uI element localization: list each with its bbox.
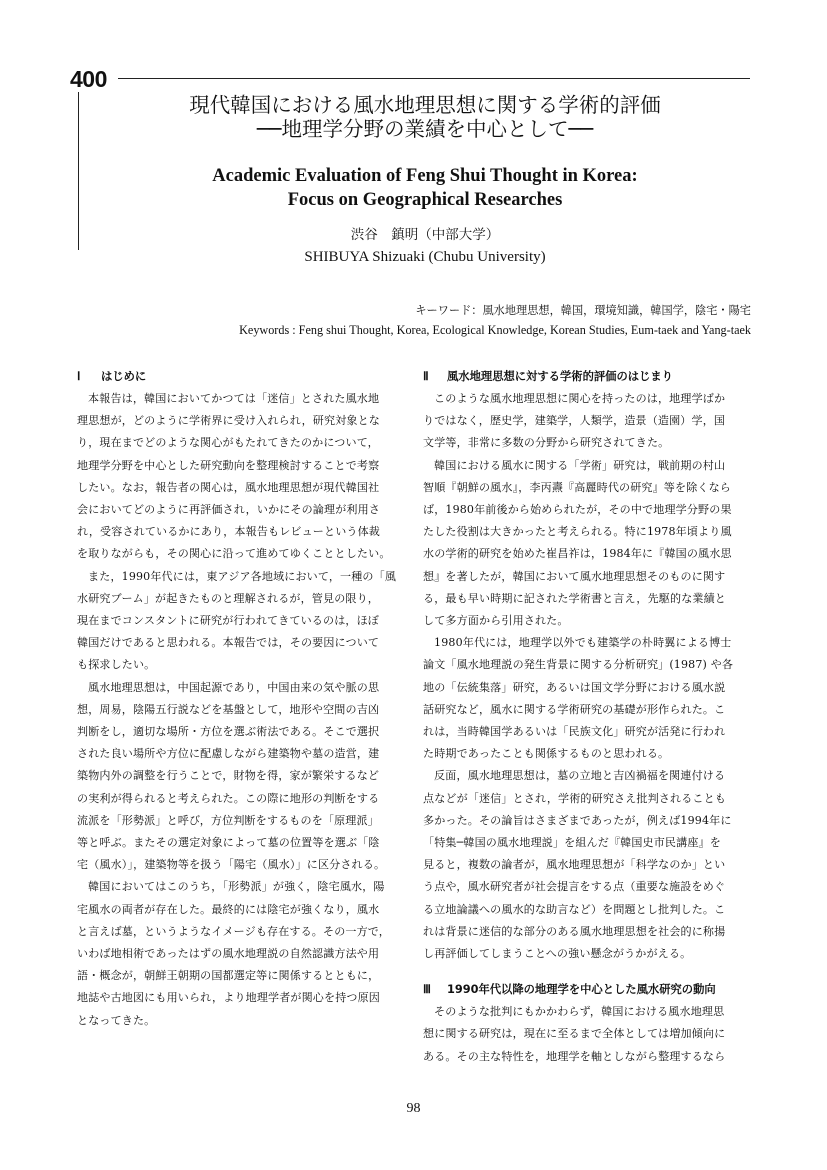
right-column: [423, 366, 759, 1068]
section-body: [423, 1001, 759, 1068]
text-line: となってきた。: [77, 1013, 156, 1027]
japanese-subtitle: ──地理学分野の業績を中心として──: [256, 117, 594, 141]
section-body: [423, 388, 759, 965]
section-heading: [77, 366, 413, 388]
text-line: た時期であったことも関係するものと思われる。: [423, 747, 670, 761]
text-line: 本報告は，韓国においてかつては「迷信」とされた風水地: [88, 392, 380, 405]
text-line: したい。なお，報告者の関心は，風水地理思想が現代韓国社: [77, 480, 380, 494]
issue-number: 400: [70, 66, 107, 92]
section-number: Ⅰ: [77, 371, 81, 383]
section-title: 1990年代以降の地理学を中心とした風水研究の動向: [447, 983, 716, 997]
text-line: 韓国における風水に関する「学術」研究は，戦前期の村山: [434, 458, 726, 472]
text-line: 点などが「迷信」とされ，学術的研究さえ批判されることも: [423, 791, 726, 805]
text-line: された良い場所や方位に配慮しながら建築物や墓の造営，建: [77, 747, 380, 761]
page-number: 98: [406, 1101, 421, 1116]
text-line: 論文「風水地理説の発生背景に関する分析研究」(1987) や各: [423, 658, 734, 672]
section-body: [77, 388, 413, 1032]
header-rule: [118, 78, 750, 79]
keywords-english: Keywords : Feng shui Thought, Korea, Ecological Knowledge, Korean Studies, Eum-taek and Yang-taek: [239, 323, 751, 337]
text-line: ば，1980年前後から始められたが，その中で地理学分野の果: [423, 503, 732, 517]
paragraph: [77, 566, 413, 677]
text-line: と言えば墓，というようなイメージも存在する。その一方で，: [77, 924, 390, 938]
section-heading: [423, 979, 759, 1001]
text-line: 築物内外の調整を行うことで，財物を得，家が繁栄するなど: [77, 769, 380, 783]
text-line: 水研究ブーム」が起きたものと理解されるが，管見の限り，: [77, 591, 379, 605]
text-line: 地の「伝統集落」研究，あるいは国文学分野における風水説: [423, 680, 726, 694]
paragraph: [423, 765, 759, 965]
text-line: 地理学分野を中心とした研究動向を整理検討することで考察: [77, 458, 380, 472]
paragraph: [423, 1001, 759, 1068]
text-line: 宅風水の両者が存在した。最終的には陰宅が強くなり，風水: [77, 902, 380, 916]
text-line: 流派を「形勢派」と呼び，方位判断をするものを「原理派」: [77, 813, 379, 827]
text-line: して多方面から引用された。: [423, 614, 569, 628]
text-line: 水の学術的研究を始めた崔昌祚は，1984年に『韓国の風水思: [423, 547, 732, 561]
text-line: 反面，風水地理思想は，墓の立地と吉凶禍福を関連付ける: [434, 769, 726, 783]
text-line: いわば地相術であったはずの風水地理説の自然認識方法や用: [77, 947, 380, 961]
section-number: Ⅲ: [423, 984, 431, 997]
paragraph: [77, 876, 413, 1031]
text-line: 多かった。その論旨はさまざまであったが，例えば1994年に: [423, 813, 732, 827]
text-line: 等と呼ぶ。またその選定対象によって墓の位置等を選ぶ「陰: [77, 836, 380, 850]
text-line: 理思想が，どのように学術界に受け入れられ，研究対象とな: [77, 414, 380, 428]
text-line: りではなく，歴史学，建築学，人類学，造景（造園）学，国: [423, 414, 726, 428]
text-line: 想に関する研究は，現在に至るまで全体としては増加傾向に: [423, 1027, 726, 1041]
author-japanese: 渋谷 鎮明（中部大学）: [350, 227, 500, 243]
text-line: ある。その主な特性を，地理学を軸としながら整理するなら: [423, 1049, 726, 1063]
text-line: を取りながらも，その関心に沿って進めてゆくこととしたい。: [77, 547, 391, 561]
english-subtitle: Focus on Geographical Researches: [287, 190, 563, 210]
text-line: も探求したい。: [77, 658, 156, 672]
side-bar: [78, 92, 79, 250]
text-line: 風水地理思想は，中国起源であり，中国由来の気や脈の思: [88, 680, 380, 694]
section-title: はじめに: [101, 370, 147, 383]
text-line: そのような批判にもかかわらず，韓国における風水地理思: [434, 1005, 725, 1019]
text-line: 語・概念が，朝鮮王朝期の国都選定等に関係するとともに，: [77, 969, 380, 983]
section-heading: [423, 366, 759, 388]
text-line: 韓国だけであると思われる。本報告では，その要因について: [77, 636, 380, 650]
english-title: Academic Evaluation of Feng Shui Thought in Korea:: [212, 166, 638, 186]
paragraph: [423, 632, 759, 765]
text-line: たした役割は大きかったと考えられる。特に1978年頃より風: [423, 525, 732, 539]
paragraph: [77, 677, 413, 877]
text-line: 韓国においてはこのうち，「形勢派」が強く，陰宅風水，陽: [88, 880, 385, 894]
japanese-title: 現代韓国における風水地理思想に関する学術的評価: [189, 93, 661, 117]
text-line: の実利が得られると考えられた。この際に地形の判断をする: [77, 791, 380, 805]
text-line: る，最も早い時期に記された学術書と言え，先駆的な業績と: [423, 591, 726, 605]
author-english: SHIBUYA Shizuaki (Chubu University): [304, 249, 546, 265]
text-line: 想，周易，陰陽五行説などを基盤として，地形や空間の吉凶: [77, 702, 380, 716]
text-line: 想』を著したが，韓国において風水地理思想そのものに関す: [423, 569, 726, 583]
keywords-japanese: キーワード：風水地理思想，韓国，環境知識，韓国学，陰宅・陽宅: [415, 304, 751, 317]
text-line: り，現在までどのような関心がもたれてきたのかについて，: [77, 436, 379, 450]
text-line: 会においてどのように再評価され，いかにその論理が利用さ: [77, 503, 380, 517]
text-line: 見ると，複数の論者が，風水地理思想が「科学なのか」とい: [423, 858, 726, 872]
text-line: 1980年代には，地理学以外でも建築学の朴時翼による博士: [434, 636, 732, 650]
text-line: 地誌や古地図にも用いられ，より地理学者が関心を持つ原因: [77, 991, 380, 1005]
paragraph: [423, 455, 759, 633]
text-line: 文学等，非常に多数の分野から研究されてきた。: [423, 436, 670, 450]
text-line: れ，受容されているかにあり，本報告もレビューという体裁: [77, 525, 380, 539]
text-line: また，1990年代には，東アジア各地域において，一種の「風: [88, 569, 397, 583]
text-line: 現在までコンスタントに研究が行われてきているのは，ほぼ: [77, 614, 379, 628]
text-line: し再評価してしまうことへの強い懸念がうかがえる。: [423, 947, 692, 961]
text-line: 智順『朝鮮の風水』，李丙燾『高麗時代の研究』等を除くなら: [423, 480, 731, 494]
text-line: う点や，風水研究者が社会提言をする点（重要な施設をめぐ: [423, 880, 726, 894]
text-line: 話研究など，風水に関する学術研究の基礎が形作られた。こ: [423, 702, 726, 716]
text-line: れは背景に迷信的な部分のある風水地理思想を社会的に称揚: [423, 924, 726, 938]
section-title: 風水地理思想に対する学術的評価のはじまり: [447, 370, 673, 383]
paragraph: [423, 388, 759, 455]
text-line: れは，当時韓国学あるいは「民族文化」研究が活発に行われ: [423, 725, 726, 739]
section-number: Ⅱ: [423, 371, 429, 383]
text-line: 判断をし，適切な場所・方位を選ぶ術法である。そこで選択: [77, 725, 380, 739]
text-line: このような風水地理思想に関心を持ったのは，地理学ばか: [434, 392, 726, 405]
text-line: 「特集─韓国の風水地理説」を組んだ『韓国史市民講座』を: [423, 836, 721, 850]
left-column: [77, 366, 413, 1032]
paragraph: [77, 388, 413, 566]
text-line: る立地論議への風水的な助言など）を問題とし批判した。こ: [423, 902, 726, 916]
text-line: 宅（風水）」，建築物等を扱う「陽宅（風水）」に区分される。: [77, 858, 386, 872]
